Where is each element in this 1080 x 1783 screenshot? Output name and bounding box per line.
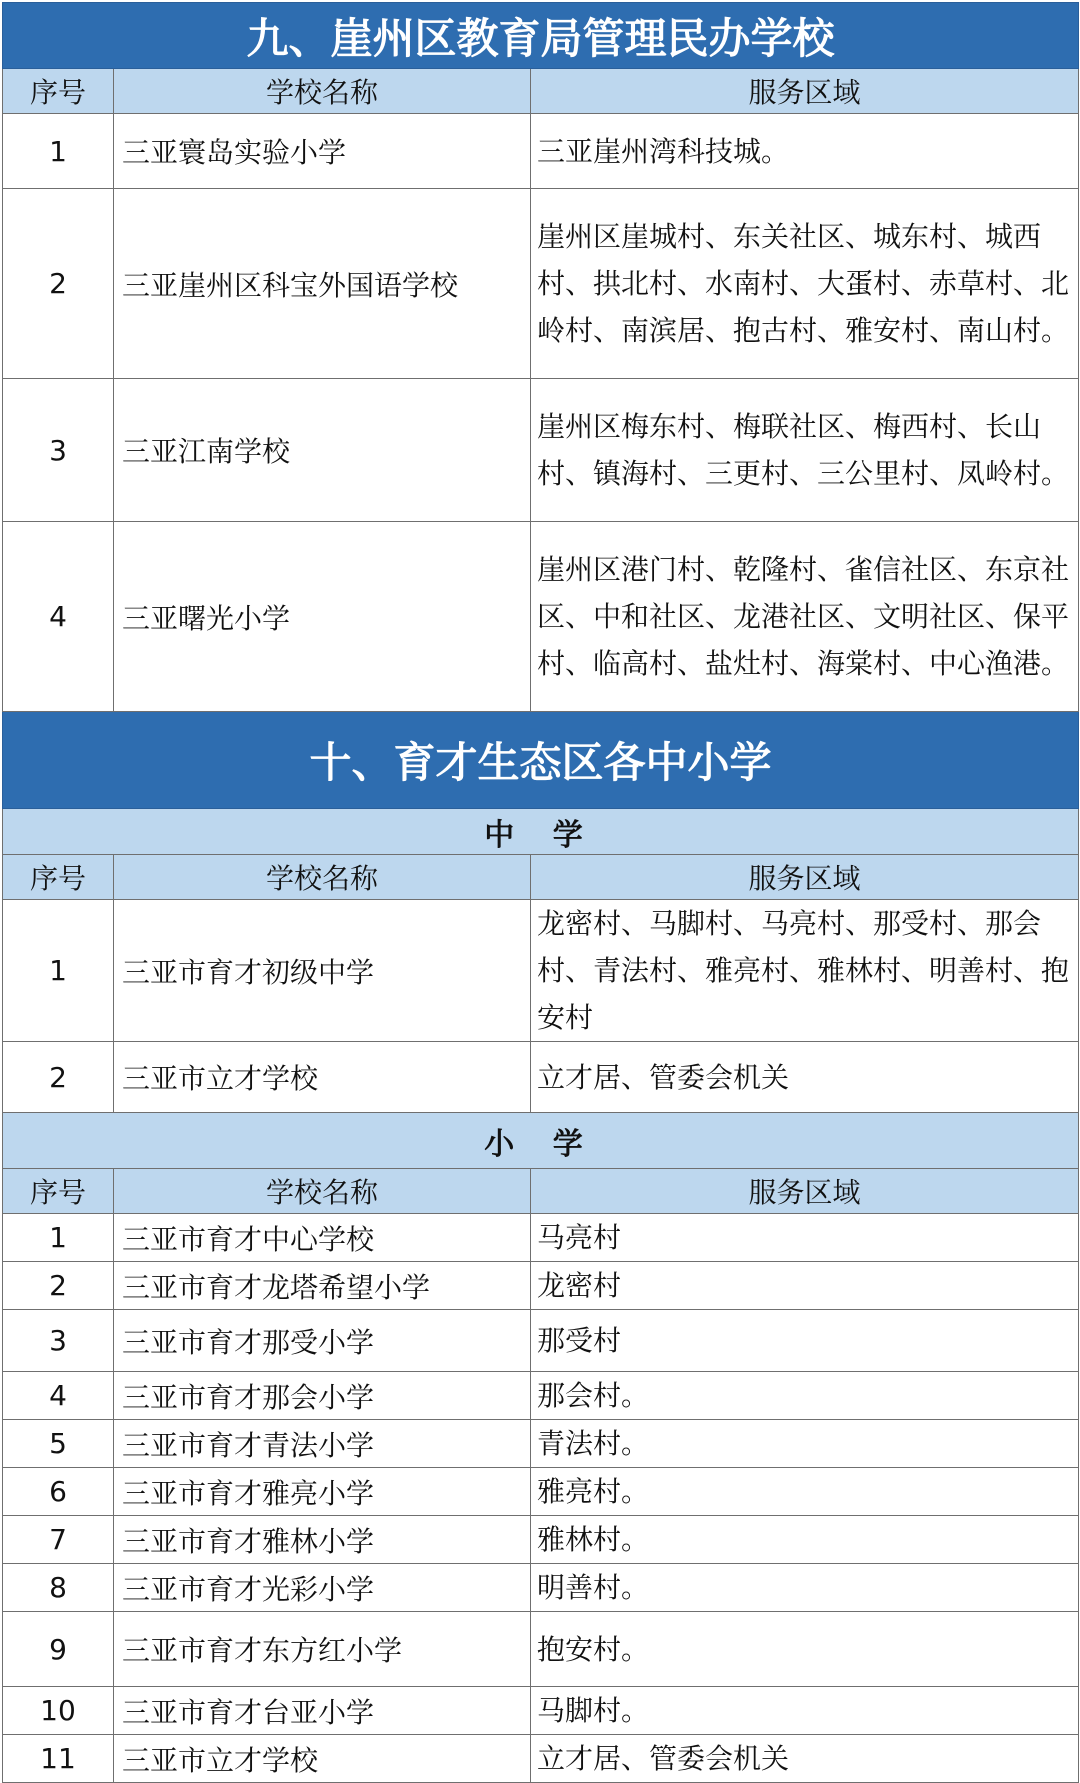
service-area: 龙密村、马脚村、马亮村、那受村、那会村、青法村、雅亮村、雅林村、明善村、抱安村	[531, 900, 1079, 1042]
service-area: 崖州区港门村、乾隆村、雀信社区、东京社区、中和社区、龙港社区、文明社区、保平村、临高村、盐灶村、海棠村、中心渔港。	[531, 522, 1079, 712]
column-header-area: 服务区域	[531, 855, 1079, 900]
school-name: 三亚市立才学校	[114, 1042, 531, 1113]
service-area: 青法村。	[531, 1420, 1079, 1468]
column-header-no: 序号	[3, 69, 114, 114]
column-header-name: 学校名称	[114, 855, 531, 900]
school-name: 三亚江南学校	[114, 379, 531, 522]
school-name: 三亚崖州区科宝外国语学校	[114, 189, 531, 379]
service-area: 龙密村	[531, 1262, 1079, 1310]
school-name: 三亚市育才东方红小学	[114, 1612, 531, 1687]
school-name: 三亚市育才那会小学	[114, 1372, 531, 1420]
table-row	[3, 1516, 1079, 1564]
table-row	[3, 189, 1079, 379]
service-area: 三亚崖州湾科技城。	[531, 114, 1079, 189]
middle-school-subheader: 中 学	[3, 809, 1079, 855]
row-no: 11	[3, 1735, 114, 1783]
table-row	[3, 1687, 1079, 1735]
column-header-area: 服务区域	[531, 69, 1079, 114]
table-row	[3, 1735, 1079, 1783]
row-no: 9	[3, 1612, 114, 1687]
row-no: 5	[3, 1420, 114, 1468]
service-area: 马亮村	[531, 1214, 1079, 1262]
school-name: 三亚市育才雅亮小学	[114, 1468, 531, 1516]
school-name: 三亚市育才中心学校	[114, 1214, 531, 1262]
primary-school-subheader: 小 学	[3, 1113, 1079, 1169]
row-no: 10	[3, 1687, 114, 1735]
table-row	[3, 522, 1079, 712]
section9-column-header-row	[3, 69, 1079, 114]
service-area: 崖州区崖城村、东关社区、城东村、城西村、拱北村、水南村、大蛋村、赤草村、北岭村、南滨居、抱古村、雅安村、南山村。	[531, 189, 1079, 379]
table-row	[3, 1468, 1079, 1516]
middle-column-header-row	[3, 855, 1079, 900]
column-header-no: 序号	[3, 855, 114, 900]
table-row	[3, 1262, 1079, 1310]
service-area: 明善村。	[531, 1564, 1079, 1612]
table-row	[3, 1042, 1079, 1113]
column-header-name: 学校名称	[114, 69, 531, 114]
service-area: 立才居、管委会机关	[531, 1735, 1079, 1783]
table-row	[3, 379, 1079, 522]
row-no: 3	[3, 1310, 114, 1372]
row-no: 1	[3, 114, 114, 189]
column-header-name: 学校名称	[114, 1169, 531, 1214]
service-area: 雅亮村。	[531, 1468, 1079, 1516]
row-no: 1	[3, 900, 114, 1042]
section10-title: 十、育才生态区各中小学	[3, 712, 1079, 809]
row-no: 7	[3, 1516, 114, 1564]
row-no: 2	[3, 1262, 114, 1310]
table-row	[3, 1214, 1079, 1262]
service-area: 马脚村。	[531, 1687, 1079, 1735]
table-row	[3, 1564, 1079, 1612]
service-area: 立才居、管委会机关	[531, 1042, 1079, 1113]
row-no: 4	[3, 522, 114, 712]
service-area: 抱安村。	[531, 1612, 1079, 1687]
primary-column-header-row	[3, 1169, 1079, 1214]
service-area: 崖州区梅东村、梅联社区、梅西村、长山村、镇海村、三更村、三公里村、凤岭村。	[531, 379, 1079, 522]
column-header-area: 服务区域	[531, 1169, 1079, 1214]
service-area: 那会村。	[531, 1372, 1079, 1420]
school-district-table	[2, 2, 1079, 1783]
table-row	[3, 1310, 1079, 1372]
school-name: 三亚市育才龙塔希望小学	[114, 1262, 531, 1310]
table-row	[3, 1612, 1079, 1687]
school-name: 三亚曙光小学	[114, 522, 531, 712]
table-row	[3, 900, 1079, 1042]
school-district-document	[2, 0, 1078, 1783]
row-no: 3	[3, 379, 114, 522]
school-name: 三亚市育才台亚小学	[114, 1687, 531, 1735]
school-name: 三亚市育才那受小学	[114, 1310, 531, 1372]
service-area: 雅林村。	[531, 1516, 1079, 1564]
school-name: 三亚市育才青法小学	[114, 1420, 531, 1468]
row-no: 4	[3, 1372, 114, 1420]
school-name: 三亚市育才光彩小学	[114, 1564, 531, 1612]
school-name: 三亚寰岛实验小学	[114, 114, 531, 189]
table-row	[3, 1372, 1079, 1420]
row-no: 6	[3, 1468, 114, 1516]
service-area: 那受村	[531, 1310, 1079, 1372]
table-row	[3, 1420, 1079, 1468]
section9-title: 九、崖州区教育局管理民办学校	[3, 3, 1079, 69]
row-no: 8	[3, 1564, 114, 1612]
row-no: 1	[3, 1214, 114, 1262]
row-no: 2	[3, 189, 114, 379]
row-no: 2	[3, 1042, 114, 1113]
school-name: 三亚市育才初级中学	[114, 900, 531, 1042]
school-name: 三亚市立才学校	[114, 1735, 531, 1783]
school-name: 三亚市育才雅林小学	[114, 1516, 531, 1564]
table-row	[3, 114, 1079, 189]
column-header-no: 序号	[3, 1169, 114, 1214]
